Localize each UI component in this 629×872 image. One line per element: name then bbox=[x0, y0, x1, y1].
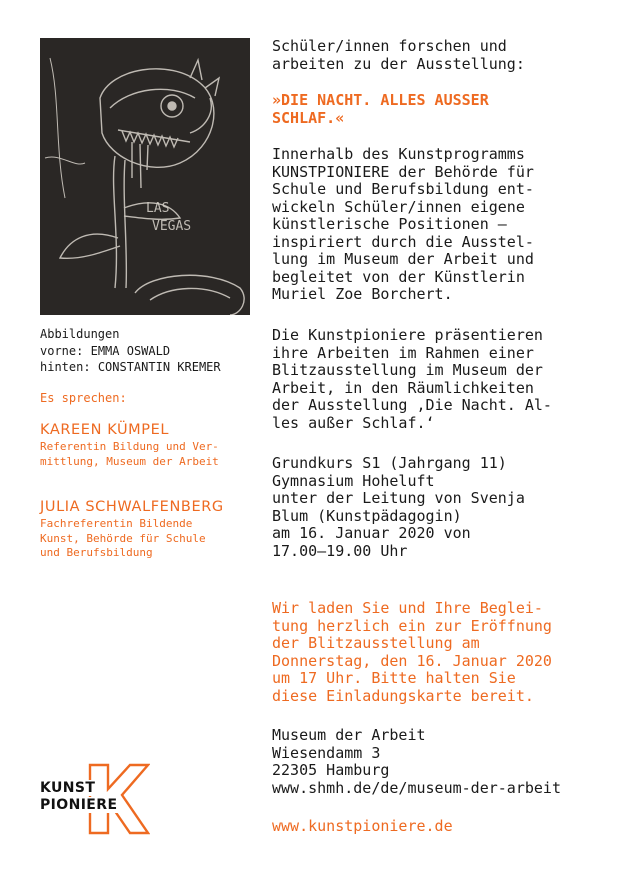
speaker-julia-schwalfenberg bbox=[40, 498, 255, 561]
text-line: Schüler/innen forschen und bbox=[272, 37, 507, 55]
text-line: am 16. Januar 2020 von bbox=[272, 524, 471, 542]
exhibition-title bbox=[272, 92, 612, 127]
text-line: 17.00–19.00 Uhr bbox=[272, 541, 408, 560]
text-line: arbeiten zu der Ausstellung: bbox=[272, 54, 525, 73]
text-line: tung herzlich ein zur Eröffnung bbox=[272, 616, 552, 635]
museum-website-link[interactable]: www.shmh.de/de/museum-der-arbeit bbox=[272, 778, 561, 797]
artwork-word-2: VEGAS bbox=[152, 219, 192, 234]
course-details bbox=[272, 455, 612, 560]
text-line: SCHLAF.« bbox=[272, 108, 345, 127]
speaker-role-line: Kunst, Behörde für Schule bbox=[40, 531, 206, 545]
text-line: lung im Museum der Arbeit und bbox=[272, 250, 534, 268]
presentation-paragraph bbox=[272, 327, 612, 432]
text-line: Muriel Zoe Borchert. bbox=[272, 285, 453, 303]
chalk-drawing-image bbox=[40, 38, 250, 315]
speaker-role bbox=[40, 440, 255, 469]
kunstpioniere-website-link[interactable]: www.kunstpioniere.de bbox=[272, 817, 453, 835]
text-line: Schule und Berufsbildung ent- bbox=[272, 180, 534, 198]
address-line: 22305 Hamburg bbox=[272, 761, 390, 779]
text-line: wickeln Schüler/innen eigene bbox=[272, 197, 525, 216]
text-line: Wir laden Sie und Ihre Beglei- bbox=[272, 599, 543, 617]
address-line: Wiesendamm 3 bbox=[272, 743, 381, 762]
credits-back-label: hinten: bbox=[40, 360, 91, 374]
text-line: diese Einladungskarte bereit. bbox=[272, 686, 534, 705]
text-line: Die Kunstpioniere präsentieren bbox=[272, 326, 543, 344]
invitation-text bbox=[272, 600, 612, 705]
text-line: künstlerische Positionen – bbox=[272, 215, 507, 233]
text-line: Grundkurs S1 (Jahrgang 11) bbox=[272, 454, 507, 472]
speaker-role-line: und Berufsbildung bbox=[40, 546, 153, 559]
text-line: der Blitzausstellung am bbox=[272, 634, 480, 652]
text-line: Blum (Kunstpädagogin) bbox=[272, 506, 462, 525]
text-line: les außer Schlaf.‘ bbox=[272, 413, 435, 432]
text-line: Innerhalb des Kunstprogramms bbox=[272, 145, 525, 163]
speaker-role bbox=[40, 517, 255, 561]
intro-text bbox=[272, 38, 612, 73]
address-line: Museum der Arbeit bbox=[272, 726, 426, 744]
speaker-role-line: Referentin Bildung und Ver- bbox=[40, 440, 219, 453]
text-line: KUNSTPIONIERE der Behörde für bbox=[272, 162, 534, 181]
speaker-name: KAREEN KÜMPEL bbox=[40, 422, 170, 438]
speaker-name: JULIA SCHWALFENBERG bbox=[40, 499, 224, 515]
credits-heading: Abbildungen bbox=[40, 327, 120, 341]
logo-word-pioniere: PIONIERE bbox=[40, 797, 118, 813]
speaker-role-line: mittlung, Museum der Arbeit bbox=[40, 454, 219, 468]
credits-back-name: CONSTANTIN KREMER bbox=[97, 360, 221, 374]
kunstpioniere-logo bbox=[38, 763, 150, 835]
text-line: »DIE NACHT. ALLES AUSSER bbox=[272, 91, 489, 109]
text-line: Donnerstag, den 16. Januar 2020 bbox=[272, 651, 552, 670]
text-line: begleitet von der Künstlerin bbox=[272, 267, 525, 286]
text-line: Blitzausstellung im Museum der bbox=[272, 361, 543, 379]
credits-front-name: EMMA OSWALD bbox=[90, 343, 171, 358]
image-credits bbox=[40, 326, 260, 376]
text-line: Arbeit, in den Räumlichkeiten bbox=[272, 378, 534, 397]
credits-front bbox=[40, 343, 260, 360]
program-paragraph bbox=[272, 146, 612, 304]
text-line: um 17 Uhr. Bitte halten Sie bbox=[272, 669, 516, 687]
text-line: unter der Leitung von Svenja bbox=[272, 489, 525, 507]
museum-address bbox=[272, 727, 612, 797]
chalk-monster-illustration bbox=[40, 38, 250, 315]
text-line: Gymnasium Hoheluft bbox=[272, 471, 435, 490]
text-line: ihre Arbeiten im Rahmen einer bbox=[272, 343, 534, 362]
speakers-heading: Es sprechen: bbox=[40, 391, 127, 405]
text-line: inspiriert durch die Ausstel- bbox=[272, 232, 534, 251]
credits-back bbox=[40, 359, 260, 376]
artwork-word-1: LAS bbox=[146, 201, 170, 216]
credits-front-label: vorne: bbox=[40, 343, 84, 358]
speaker-role-line: Fachreferentin Bildende bbox=[40, 517, 193, 530]
logo-word-kunst: KUNST bbox=[40, 780, 96, 796]
text-line: der Ausstellung ‚Die Nacht. Al- bbox=[272, 396, 552, 414]
speaker-kareen-kuempel bbox=[40, 421, 255, 469]
